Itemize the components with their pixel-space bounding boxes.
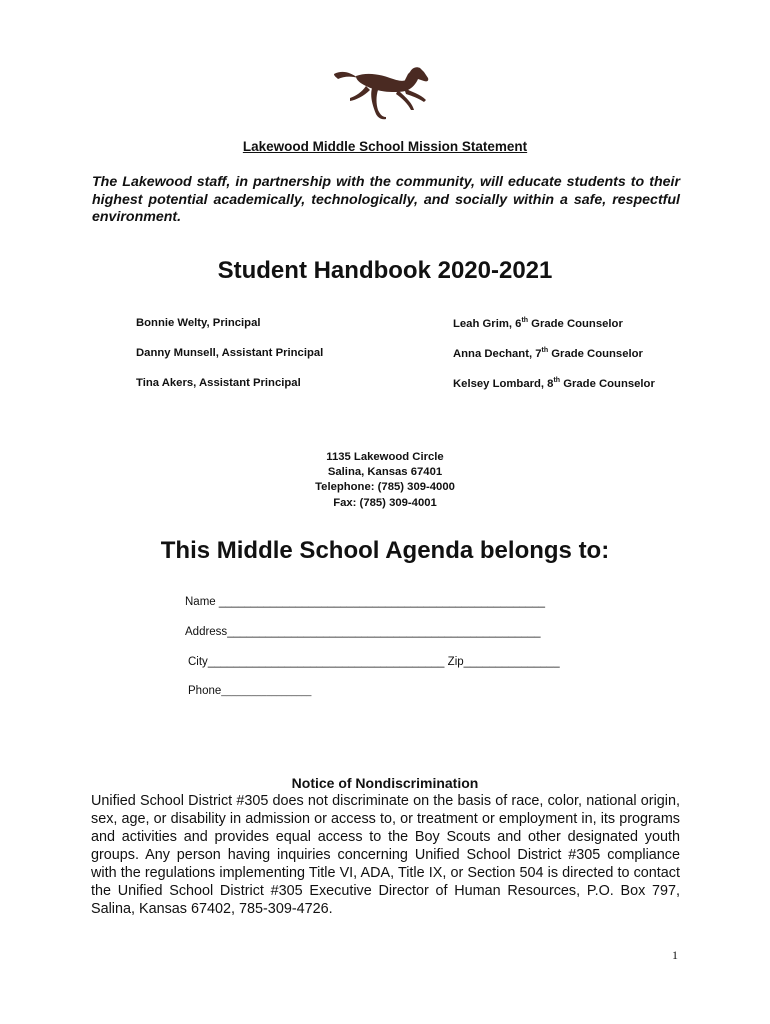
address-street: 1135 Lakewood Circle xyxy=(326,451,444,463)
address-telephone: Telephone: (785) 309-4000 xyxy=(315,481,455,494)
staff-assistant-principal: Danny Munsell, Assistant Principal xyxy=(136,347,324,359)
city-zip-field[interactable] xyxy=(188,656,560,668)
counselor-6th-grade: Leah Grim, 6th Grade Counselor xyxy=(453,317,623,330)
phone-field[interactable] xyxy=(188,685,311,697)
address-city: Salina, Kansas 67401 xyxy=(327,466,443,479)
phone-label: Phone xyxy=(188,685,222,697)
phone-blank: __________________ xyxy=(221,686,312,696)
address-blank: _________________________________________________ xyxy=(227,626,541,638)
staff-assistant-principal: Tina Akers, Assistant Principal xyxy=(136,377,301,389)
address-fax: Fax: (785) 309-4001 xyxy=(333,496,437,509)
name-field[interactable] xyxy=(185,596,545,608)
mission-title: Lakewood Middle School Mission Statement xyxy=(242,139,528,154)
name-blank: ___________________________________________________ xyxy=(218,596,546,608)
handbook-title: Student Handbook 2020-2021 xyxy=(217,257,553,284)
counselor-7th-grade: Anna Dechant, 7th Grade Counselor xyxy=(453,347,643,360)
name-label: Name xyxy=(185,596,216,608)
notice-text: Unified School District #305 does not discriminate on the basis of race, color, national origin, sex, age, or disability in admission or access to, or treatment or employment in, its programs and activities and provides equal access to the Boy Scouts and other designated youth groups. Any person having inquiries concerning Unified School District #305 compliance with the regulations implementing Title VI, ADA, Title IX, or Section 504 is directed to contact the Unified School District #305 Executive Director of Human Resources, P.O. Box 797, Salina, Kansas 67402, 785-309-4726. xyxy=(91,793,680,917)
counselor-8th-grade: Kelsey Lombard, 8th Grade Counselor xyxy=(453,377,655,390)
zip-blank: _______________ xyxy=(463,656,560,668)
staff-principal: Bonnie Welty, Principal xyxy=(136,317,261,329)
address-field[interactable] xyxy=(185,626,541,638)
page-number: 1 xyxy=(672,948,678,962)
school-address xyxy=(0,450,770,511)
mission-statement: The Lakewood staff, in partnership with the community, will educate students to their highest potential academically, technologically, and socially within a safe, respectful environment. xyxy=(92,174,680,225)
notice-title: Notice of Nondiscrimination xyxy=(291,775,479,791)
mustang-mascot-icon xyxy=(332,62,436,124)
agenda-owner-title: This Middle School Agenda belongs to: xyxy=(160,537,610,564)
city-label: City xyxy=(188,656,208,668)
address-label: Address xyxy=(185,626,228,638)
zip-label: Zip xyxy=(447,656,464,668)
city-blank: _____________________________________ xyxy=(207,656,445,668)
